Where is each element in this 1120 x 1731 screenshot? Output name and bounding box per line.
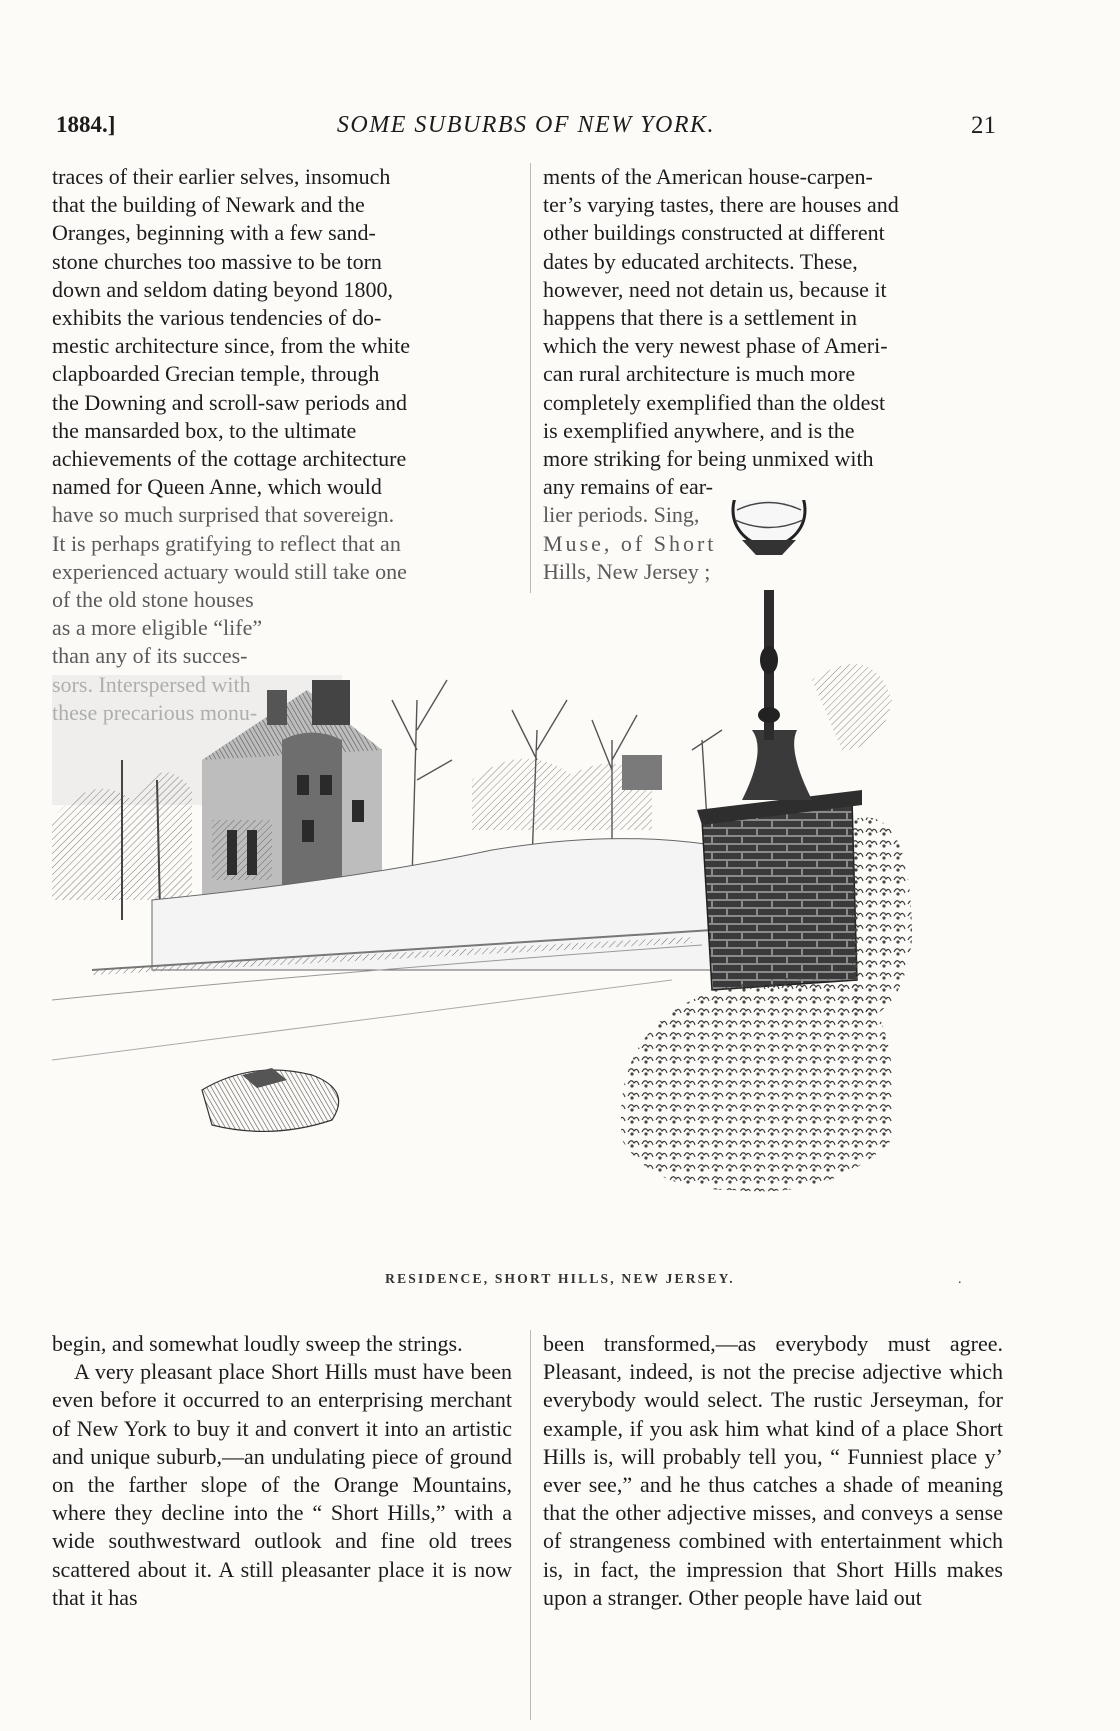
engraving-illustration (52, 500, 1000, 1265)
page-number: 21 (971, 112, 996, 139)
text-line: as a more eligible “life” (52, 615, 263, 641)
text-line: of the old stone houses (52, 587, 254, 613)
text-line: Hills, New Jersey ; (543, 558, 711, 584)
page-title: SOME SUBURBS OF NEW YORK. (336, 112, 716, 138)
text-line: the mansarded box, to the ultimate (52, 417, 357, 443)
text-line: completely exemplified than the oldest (543, 389, 886, 415)
text-line: stone churches too massive to be torn (52, 248, 382, 274)
text-line: however, need not detain us, because it (543, 276, 887, 302)
text-line: than any of its succes- (52, 643, 248, 669)
text-line: that the building of Newark and the (52, 192, 365, 218)
text-line: have so much surprised that sovereign. (52, 502, 395, 528)
running-head (56, 112, 996, 146)
text-line: down and seldom dating beyond 1800, (52, 276, 393, 302)
text-line: is exemplified anywhere, and is the (543, 417, 855, 443)
distant-house (622, 755, 662, 790)
lower-left-column (52, 1330, 512, 1612)
brick-gate-pier (697, 790, 862, 990)
paragraph: A very pleasant place Short Hills must have been even before it occurred to an enterprising merchant of New York to buy it and convert it into an artistic and unique suburb,—an undulating piece of ground on the farther slope of the Orange Mountains, where they decline into the “ Short Hills,” with a wide southwestward outlook and fine old trees scattered about it. A still pleasanter place it is now that it has (52, 1359, 512, 1610)
text-line: clapboarded Grecian temple, through (52, 361, 380, 387)
text-line: named for Queen Anne, which would (52, 474, 382, 500)
text-line: mestic architecture since, from the white (52, 333, 410, 359)
text-line: achievements of the cottage architecture (52, 446, 407, 472)
text-line: can rural architecture is much more (543, 361, 856, 387)
volume-year: 1884.] (56, 112, 116, 137)
text-line: which the very newest phase of Ameri- (543, 333, 888, 359)
text-line: It is perhaps gratifying to reflect that an (52, 530, 401, 556)
illustration-caption: RESIDENCE, SHORT HILLS, NEW JERSEY. (385, 1271, 735, 1286)
text-line: dates by educated architects. These, (543, 248, 858, 274)
text-line: traces of their earlier selves, insomuch (52, 164, 391, 189)
paragraph: begin, and somewhat loudly sweep the strings. (52, 1331, 463, 1356)
lower-right-column (543, 1330, 1003, 1612)
text-line: happens that there is a settlement in (543, 305, 858, 331)
paragraph: been transformed,—as everybody must agree. Pleasant, indeed, is not the precise adjective which everybody would select. The rustic Jerseyman, for example, if you ask him what kind of a place Short Hills is, will probably tell you, “ Funniest place y’ ever see,” and he thus catches a shade of meaning that the other adjective misses, and conveys a sense of strangeness combined with entertainment which is, in fact, the impression that Short Hills makes upon a stranger. Other people have laid out (543, 1331, 1003, 1610)
text-line: experienced actuary would still take one (52, 558, 407, 584)
text-line: Oranges, beginning with a few sand- (52, 220, 376, 246)
text-line: other buildings constructed at different (543, 220, 885, 246)
text-line: exhibits the various tendencies of do- (52, 305, 382, 331)
residence-engraving (52, 500, 1000, 1265)
column-rule-bottom (530, 1330, 531, 1720)
text-line: ments of the American house-carpen- (543, 164, 873, 189)
text-line: Muse, of Short (543, 530, 717, 556)
lamp-post (733, 500, 812, 800)
printer-mark: . (958, 1272, 962, 1287)
foreground-stones (202, 1068, 339, 1131)
text-line: ter’s varying tastes, there are houses and (543, 192, 899, 218)
text-line: more striking for being unmixed with (543, 446, 874, 472)
text-line: lier periods. Sing, (543, 502, 700, 528)
text-line: any remains of ear- (543, 474, 713, 500)
text-line: the Downing and scroll-saw periods and (52, 389, 407, 415)
